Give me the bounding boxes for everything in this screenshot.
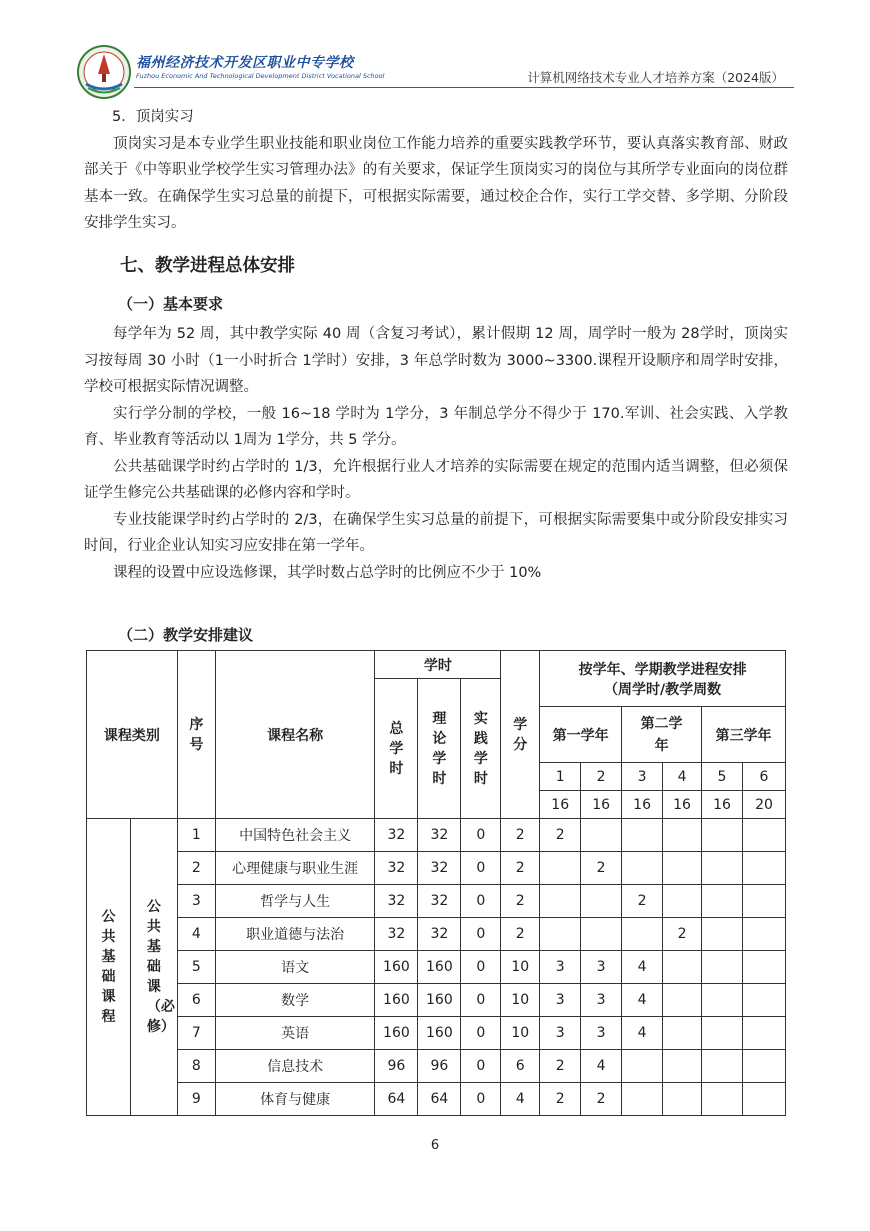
- school-name-en: Fuzhou Economic And Technological Development District Vocational School: [136, 72, 385, 80]
- teaching-arrangement-heading: （二）教学安排建议: [118, 626, 254, 644]
- table-row: [87, 819, 786, 852]
- header-practice-hours: 实践学时: [461, 679, 501, 819]
- cell-credit: 6: [501, 1050, 540, 1083]
- cell-credit: 10: [501, 984, 540, 1017]
- cell-credit: 10: [501, 1017, 540, 1050]
- header-year-1: 第一学年: [540, 707, 622, 763]
- cell-t3: [622, 918, 663, 951]
- cell-practice: 0: [461, 819, 501, 852]
- cell-t3: [622, 1083, 663, 1116]
- cell-practice: 0: [461, 951, 501, 984]
- header-category: 课程类别: [87, 651, 178, 819]
- cell-practice: 0: [461, 1083, 501, 1116]
- cell-t3: 4: [622, 951, 663, 984]
- term-number: 6: [742, 763, 785, 791]
- header-hours: 学时: [375, 651, 501, 679]
- header-total-hours: 总学时: [375, 679, 418, 819]
- paragraph: 每学年为 52 周，其中教学实际 40 周（含复习考试），累计假期 12 周，周学时一般为 28学时，顶岗实习按每周 30 小时（1一小时折合 1学时）安排，3 年总学时数为 3000~3300.课程开设顺序和周学时安排，学校可根据实际情况调整。: [84, 326, 788, 395]
- cell-seq: 6: [177, 984, 215, 1017]
- cell-t2: 2: [581, 852, 622, 885]
- cell-theory: 32: [418, 819, 461, 852]
- cell-t6: [742, 852, 785, 885]
- header-year-2: 第二学年: [622, 707, 702, 763]
- cell-seq: 1: [177, 819, 215, 852]
- cell-t3: 4: [622, 984, 663, 1017]
- cell-seq: 2: [177, 852, 215, 885]
- cell-t1: 2: [540, 819, 581, 852]
- cell-name: 信息技术: [215, 1050, 375, 1083]
- cell-t5: [702, 984, 743, 1017]
- cell-name: 语文: [215, 951, 375, 984]
- cell-t4: [663, 951, 702, 984]
- cell-t2: [581, 885, 622, 918]
- cell-t4: [663, 1017, 702, 1050]
- cell-total: 32: [375, 852, 418, 885]
- basic-requirements-heading: （一）基本要求: [118, 295, 224, 313]
- section-5-body: 顶岗实习是本专业学生职业技能和职业岗位工作能力培养的重要实践教学环节，要认真落实教育部、财政部关于《中等职业学校学生实习管理办法》的有关要求，保证学生顶岗实习的岗位与其所学专业面向的岗位群基本一致。在确保学生实习总量的前提下，可根据实际需要，通过校企合作，实行工学交替、多学期、分阶段安排学生实习。: [84, 135, 788, 231]
- paragraph: 实行学分制的学校，一般 16~18 学时为 1学分，3 年制总学分不得少于 170.军训、社会实践、入学教育、毕业教育等活动以 1周为 1学分，共 5 学分。: [84, 405, 788, 448]
- cell-t1: [540, 918, 581, 951]
- term-weeks: 16: [663, 791, 702, 819]
- cell-practice: 0: [461, 852, 501, 885]
- cell-theory: 160: [418, 1017, 461, 1050]
- cell-t5: [702, 1083, 743, 1116]
- document-title: 计算机网络技术专业人才培养方案（2024版）: [527, 70, 784, 85]
- cell-t2: 2: [581, 1083, 622, 1116]
- cell-t1: 2: [540, 1083, 581, 1116]
- cell-t1: 3: [540, 951, 581, 984]
- cell-seq: 3: [177, 885, 215, 918]
- header-divider: [134, 87, 794, 88]
- cell-t5: [702, 918, 743, 951]
- cell-t5: [702, 885, 743, 918]
- cell-t2: [581, 819, 622, 852]
- cell-credit: 4: [501, 1083, 540, 1116]
- cell-t6: [742, 951, 785, 984]
- cell-name: 体育与健康: [215, 1083, 375, 1116]
- cell-t3: 2: [622, 885, 663, 918]
- group-main-cell: 公共基础课程: [87, 819, 131, 1116]
- term-weeks: 16: [702, 791, 743, 819]
- cell-t6: [742, 819, 785, 852]
- paragraph: 专业技能课学时约占学时的 2/3，在确保学生实习总量的前提下，可根据实际需要集中或分阶段安排实习时间，行业企业认知实习应安排在第一学年。: [84, 511, 788, 554]
- term-weeks: 16: [540, 791, 581, 819]
- cell-t1: 3: [540, 1017, 581, 1050]
- cell-t4: [663, 1050, 702, 1083]
- cell-total: 160: [375, 1017, 418, 1050]
- cell-t4: [663, 984, 702, 1017]
- cell-t1: 3: [540, 984, 581, 1017]
- cell-credit: 10: [501, 951, 540, 984]
- section-5-title: 5．顶岗实习: [112, 109, 194, 125]
- cell-t3: [622, 819, 663, 852]
- cell-practice: 0: [461, 885, 501, 918]
- cell-seq: 5: [177, 951, 215, 984]
- table-row: [87, 951, 786, 984]
- cell-t1: [540, 885, 581, 918]
- table-row: [87, 918, 786, 951]
- cell-name: 心理健康与职业生涯: [215, 852, 375, 885]
- table-row: [87, 1083, 786, 1116]
- cell-t2: 3: [581, 1017, 622, 1050]
- cell-t3: [622, 852, 663, 885]
- paragraph: 课程的设置中应设选修课，其学时数占总学时的比例应不少于 10%: [113, 564, 542, 581]
- cell-theory: 64: [418, 1083, 461, 1116]
- cell-total: 32: [375, 819, 418, 852]
- cell-practice: 0: [461, 1017, 501, 1050]
- cell-theory: 160: [418, 951, 461, 984]
- cell-practice: 0: [461, 984, 501, 1017]
- cell-name: 英语: [215, 1017, 375, 1050]
- header-schedule: 按学年、学期教学进程安排 （周学时/教学周数: [540, 651, 786, 707]
- table-row: [87, 852, 786, 885]
- term-number: 4: [663, 763, 702, 791]
- term-number: 3: [622, 763, 663, 791]
- header-year-3: 第三学年: [702, 707, 786, 763]
- cell-name: 哲学与人生: [215, 885, 375, 918]
- cell-t4: 2: [663, 918, 702, 951]
- cell-seq: 7: [177, 1017, 215, 1050]
- cell-t3: [622, 1050, 663, 1083]
- cell-theory: 32: [418, 918, 461, 951]
- cell-credit: 2: [501, 819, 540, 852]
- section-5: [84, 104, 788, 237]
- cell-name: 中国特色社会主义: [215, 819, 375, 852]
- cell-credit: 2: [501, 885, 540, 918]
- school-name-cn: 福州经济技术开发区职业中专学校: [136, 55, 354, 71]
- header-course-name: 课程名称: [215, 651, 375, 819]
- term-weeks: 16: [622, 791, 663, 819]
- term-number: 1: [540, 763, 581, 791]
- cell-name: 数学: [215, 984, 375, 1017]
- cell-theory: 32: [418, 852, 461, 885]
- cell-t2: 3: [581, 951, 622, 984]
- cell-theory: 160: [418, 984, 461, 1017]
- cell-t4: [663, 819, 702, 852]
- cell-t6: [742, 1083, 785, 1116]
- cell-seq: 4: [177, 918, 215, 951]
- cell-practice: 0: [461, 918, 501, 951]
- cell-total: 160: [375, 984, 418, 1017]
- cell-seq: 8: [177, 1050, 215, 1083]
- cell-t1: 2: [540, 1050, 581, 1083]
- cell-t6: [742, 918, 785, 951]
- cell-t6: [742, 885, 785, 918]
- cell-t4: [663, 1083, 702, 1116]
- page-number: 6: [430, 1138, 440, 1153]
- cell-t5: [702, 951, 743, 984]
- cell-total: 32: [375, 885, 418, 918]
- cell-t5: [702, 1017, 743, 1050]
- cell-name: 职业道德与法治: [215, 918, 375, 951]
- table-row: [87, 984, 786, 1017]
- term-weeks: 20: [742, 791, 785, 819]
- table-row: [87, 1017, 786, 1050]
- cell-t1: [540, 852, 581, 885]
- cell-t4: [663, 852, 702, 885]
- cell-t2: [581, 918, 622, 951]
- header-credit: 学分: [501, 651, 540, 819]
- course-rows: [87, 819, 786, 1116]
- cell-theory: 32: [418, 885, 461, 918]
- cell-total: 64: [375, 1083, 418, 1116]
- school-logo-icon: [76, 44, 132, 100]
- cell-t4: [663, 885, 702, 918]
- cell-credit: 2: [501, 852, 540, 885]
- cell-seq: 9: [177, 1083, 215, 1116]
- cell-t5: [702, 852, 743, 885]
- section-7-heading: 七、教学进程总体安排: [120, 256, 295, 276]
- table-row: [87, 1050, 786, 1083]
- cell-total: 32: [375, 918, 418, 951]
- cell-practice: 0: [461, 1050, 501, 1083]
- cell-t6: [742, 984, 785, 1017]
- term-number: 5: [702, 763, 743, 791]
- group-sub-cell: 公共基础课（必修）: [130, 819, 177, 1116]
- cell-t5: [702, 819, 743, 852]
- basic-requirements-body: [84, 321, 788, 586]
- cell-credit: 2: [501, 918, 540, 951]
- table-row: [87, 885, 786, 918]
- cell-theory: 96: [418, 1050, 461, 1083]
- cell-t2: 3: [581, 984, 622, 1017]
- teaching-schedule-table: [86, 650, 786, 1116]
- cell-total: 96: [375, 1050, 418, 1083]
- header-seq: 序号: [177, 651, 215, 819]
- term-weeks: 16: [581, 791, 622, 819]
- term-number: 2: [581, 763, 622, 791]
- cell-t2: 4: [581, 1050, 622, 1083]
- cell-total: 160: [375, 951, 418, 984]
- cell-t6: [742, 1050, 785, 1083]
- cell-t6: [742, 1017, 785, 1050]
- cell-t3: 4: [622, 1017, 663, 1050]
- header-theory-hours: 理论学时: [418, 679, 461, 819]
- cell-t5: [702, 1050, 743, 1083]
- paragraph: 公共基础课学时约占学时的 1/3，允许根据行业人才培养的实际需要在规定的范围内适当调整，但必须保证学生修完公共基础课的必修内容和学时。: [84, 458, 788, 501]
- page-header: [0, 0, 870, 100]
